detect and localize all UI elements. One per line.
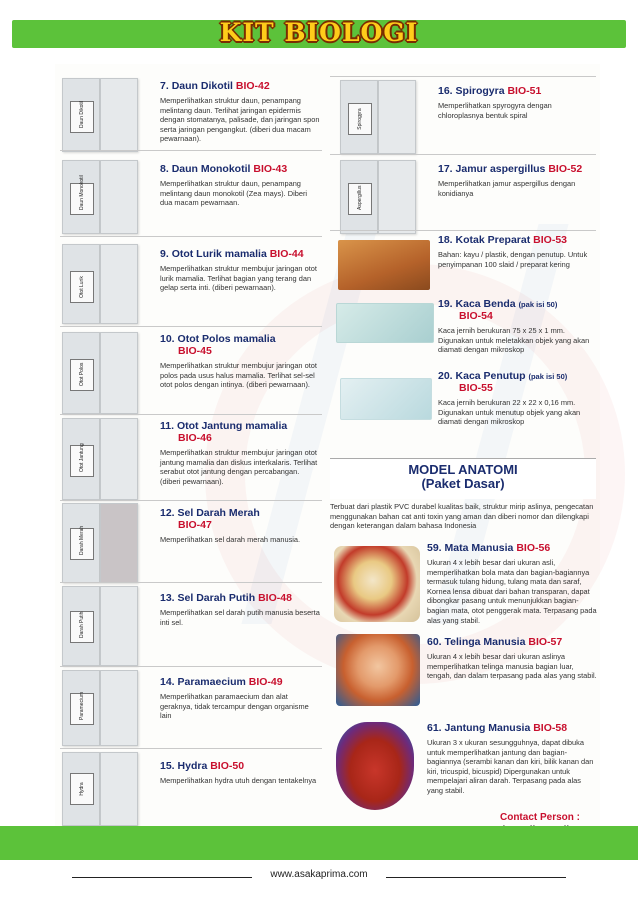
item-code: BIO-55 [459, 382, 493, 394]
item-code: BIO-48 [258, 592, 292, 604]
ear-model-image [336, 634, 420, 706]
slide-label: Paramecium [79, 691, 85, 720]
item-code: BIO-46 [178, 432, 212, 444]
item-pack-size: (pak isi 50) [528, 372, 568, 381]
slide-label: Otot Polos [79, 362, 85, 386]
slide-image [62, 752, 100, 826]
slide-image [378, 160, 416, 234]
item-number: 13. [160, 592, 175, 604]
slide-label: Darah Merah [79, 525, 85, 555]
product-item [160, 592, 320, 627]
item-code: BIO-54 [459, 310, 493, 322]
item-name: Kaca Benda [455, 298, 516, 310]
item-number: 7. [160, 80, 169, 92]
item-description: Ukuran 4 x lebih besar dari ukuran asli, memperlihatkan bola mata dan bagian-bagiannya termasuk tulang hidung, tulang mata dan saraf, Kornea lensa dibuat dari bahan transparan, dapat dibongkar pasang untuk menunjukkan bagian-bagian mata, otot penggerak mata. Terpasang pada alas yang stabil. [427, 558, 597, 625]
item-description: Memperlihatkan hydra utuh dengan tentakelnya [160, 776, 317, 785]
slide-image [100, 160, 138, 234]
item-number: 10. [160, 333, 175, 345]
item-name: Kaca Penutup [455, 370, 526, 382]
item-name: Kotak Preparat [455, 234, 531, 246]
product-item [160, 163, 320, 208]
item-name: Otot Lurik mamalia [171, 248, 267, 260]
slide-image [340, 160, 378, 234]
item-pack-size: (pak isi 50) [518, 300, 558, 309]
product-item [160, 333, 320, 390]
item-number: 8. [160, 163, 169, 175]
item-number: 20. [438, 370, 453, 382]
footer-green-band [0, 826, 638, 860]
divider [330, 154, 596, 155]
divider [330, 230, 596, 231]
divider [60, 414, 322, 415]
product-item [160, 420, 320, 486]
item-description: Memperlihatkan spyrogyra dengan chloroplasnya bentuk spiral [438, 101, 552, 120]
contact-label: Contact Person : [499, 812, 580, 823]
slide-image [100, 78, 138, 152]
product-item [160, 80, 320, 144]
item-number: 61. [427, 722, 442, 734]
slide-image [62, 78, 100, 152]
slide-image [62, 670, 100, 746]
item-number: 12. [160, 507, 175, 519]
item-number: 17. [438, 163, 453, 175]
item-name: Daun Monokotil [171, 163, 251, 175]
item-code: BIO-56 [516, 542, 551, 554]
heart-model-image [336, 722, 414, 810]
slide-image [62, 244, 100, 324]
anatomy-item [427, 636, 597, 681]
divider [60, 326, 322, 327]
slide-label: Hydra [79, 782, 85, 796]
slide-image [100, 503, 138, 583]
item-name: Sel Darah Putih [177, 592, 256, 604]
slide-label: Daun Dikotil [79, 101, 85, 128]
product-item [160, 676, 320, 721]
slide-label: Spirogyra [357, 108, 363, 130]
item-name: Mata Manusia [444, 542, 514, 554]
divider [60, 582, 322, 583]
divider [60, 666, 322, 667]
slide-label: Otot Lurik [79, 276, 85, 298]
item-name: Hydra [177, 760, 208, 772]
item-description: Memperlihatkan struktur membujur jaringan otot polos pada usus halus mamalia. Terlihat sel-sel otot polos dengan intinya. (diberi pewarnaan). [160, 361, 317, 390]
item-number: 9. [160, 248, 169, 260]
anatomy-item [427, 722, 597, 796]
product-item [438, 85, 598, 120]
slide-image [62, 503, 100, 583]
divider [60, 748, 322, 749]
item-description: Ukuran 3 x ukuran sesungguhnya, dapat dibuka untuk memperlihatkan jantung dan bagian-bagiannya (serambi kanan dan kiri, bilik kanan dan kiri, tricuspid, bicuspid) Dipergunakan untuk mempelajari aliran darah. Terpasang pada alas yang stabil. [427, 738, 594, 795]
item-description: Memperlihatkan paramaecium dan alat geraknya, tidak tercampur dengan organisme lain [160, 692, 309, 721]
product-item [160, 760, 320, 786]
item-name: Telinga Manusia [444, 636, 526, 648]
item-name: Otot Polos mamalia [177, 333, 276, 345]
slide-label: Darah Putih [79, 611, 85, 638]
item-code: BIO-44 [269, 248, 304, 260]
item-number: 14. [160, 676, 175, 688]
item-code: BIO-49 [248, 676, 283, 688]
item-code: BIO-45 [178, 345, 212, 357]
slide-image [378, 80, 416, 154]
anatomy-item [427, 542, 597, 625]
slide-image [100, 752, 138, 826]
item-code: BIO-43 [253, 163, 288, 175]
item-name: Jamur aspergillus [455, 163, 546, 175]
item-description: Memperlihatkan jamur aspergillus dengan konidianya [438, 179, 576, 198]
item-code: BIO-52 [548, 163, 583, 175]
divider [60, 500, 322, 501]
slide-image [62, 332, 100, 414]
footer-url[interactable]: www.asakaprima.com [270, 869, 368, 880]
item-name: Paramaecium [177, 676, 246, 688]
item-number: 60. [427, 636, 442, 648]
product-item [438, 298, 598, 355]
item-description: Memperlihatkan struktur membujur jaringan otot lurik mamalia. Terlihat bagian yang terang dan gelap serta inti. (diberi pewarnaan). [160, 264, 317, 293]
item-name: Daun Dikotil [171, 80, 233, 92]
divider [60, 236, 322, 237]
slide-image [100, 586, 138, 666]
slide-image [100, 332, 138, 414]
item-number: 15. [160, 760, 175, 772]
item-description: Memperlihatkan struktur daun, penampang melintang daun. Terlihat jaringan epidermis dengan stomatanya, palisade, dan jaringan spon serta jaringan pengangkut. (diberi dua macam pewarnaan). [160, 96, 320, 144]
slide-label: Aspergillus [357, 185, 363, 210]
item-description: Kaca jernih berukuran 75 x 25 x 1 mm. Digunakan untuk meletakkan objek yang akan diamati dengan mikroskop [438, 326, 590, 355]
product-item [160, 248, 320, 293]
item-name: Otot Jantung mamalia [176, 420, 288, 432]
slide-image [62, 418, 100, 500]
item-number: 18. [438, 234, 453, 246]
anatomy-title-line1: MODEL ANATOMI [408, 462, 518, 477]
slide-image [62, 586, 100, 666]
item-number: 16. [438, 85, 453, 97]
item-description: Memperlihatkan struktur membujur jaringan otot jantung mamalia dan diskus interkalaris. Terlihat serabut otot jantung dengan percabangan. (diberi pewarnaan). [160, 448, 318, 486]
item-code: BIO-47 [178, 519, 212, 531]
item-description: Ukuran 4 x lebih besar dari ukuran aslinya memperlihatkan telinga manusia bagian luar, tengah, dan dalam terpasang pada alas yang stabil. [427, 652, 597, 681]
slide-image [100, 418, 138, 500]
page-title: KIT BIOLOGI [219, 18, 419, 47]
slide-label: Daun Monokotil [79, 175, 85, 210]
item-name: Sel Darah Merah [177, 507, 260, 519]
divider [330, 76, 596, 77]
item-number: 59. [427, 542, 442, 554]
item-number: 11. [160, 420, 175, 432]
anatomy-title-line2: (Paket Dasar) [421, 476, 505, 491]
item-name: Jantung Manusia [444, 722, 531, 734]
item-code: BIO-51 [507, 85, 542, 97]
slide-image [100, 670, 138, 746]
divider [60, 150, 322, 151]
preparat-box-image [338, 240, 430, 290]
slide-image [100, 244, 138, 324]
item-description: Memperlihatkan struktur daun, penampang melintang daun monokotil (Zea mays). Diberi dua macam pewarnaan. [160, 179, 308, 208]
item-description: Memperlihatkan sel darah putih manusia beserta inti sel. [160, 608, 320, 627]
slide-label: Otot Jantung [79, 443, 85, 472]
slide-image [62, 160, 100, 234]
item-code: BIO-50 [210, 760, 245, 772]
anatomy-title [330, 463, 596, 491]
item-description: Memperlihatkan sel darah merah manusia. [160, 535, 301, 544]
eye-model-image [334, 546, 420, 622]
item-code: BIO-57 [528, 636, 563, 648]
product-item [438, 234, 598, 269]
cover-glass-image [340, 378, 432, 420]
item-description: Bahan: kayu / plastik, dengan penutup. Untuk penyimpanan 100 slaid / preparat kering [438, 250, 588, 269]
product-item [438, 370, 598, 427]
product-item [438, 163, 598, 198]
anatomy-intro: Terbuat dari plastik PVC durabel kualitas baik, struktur mirip aslinya, pengecatan menggunakan bahan cat anti toxin yang aman dan diberi nomor dan dilengkapi dengan keterangan dalam bahasa Indonesia [330, 502, 594, 531]
item-number: 19. [438, 298, 453, 310]
item-code: BIO-53 [533, 234, 567, 246]
glass-slide-image [336, 303, 434, 343]
item-code: BIO-42 [235, 80, 270, 92]
item-code: BIO-58 [533, 722, 568, 734]
product-item [160, 507, 320, 545]
item-name: Spirogyra [455, 85, 505, 97]
item-description: Kaca jernih berukuran 22 x 22 x 0,16 mm. Digunakan untuk menutup objek yang akan diamati dengan mikroskop [438, 398, 581, 427]
slide-image [340, 80, 378, 154]
